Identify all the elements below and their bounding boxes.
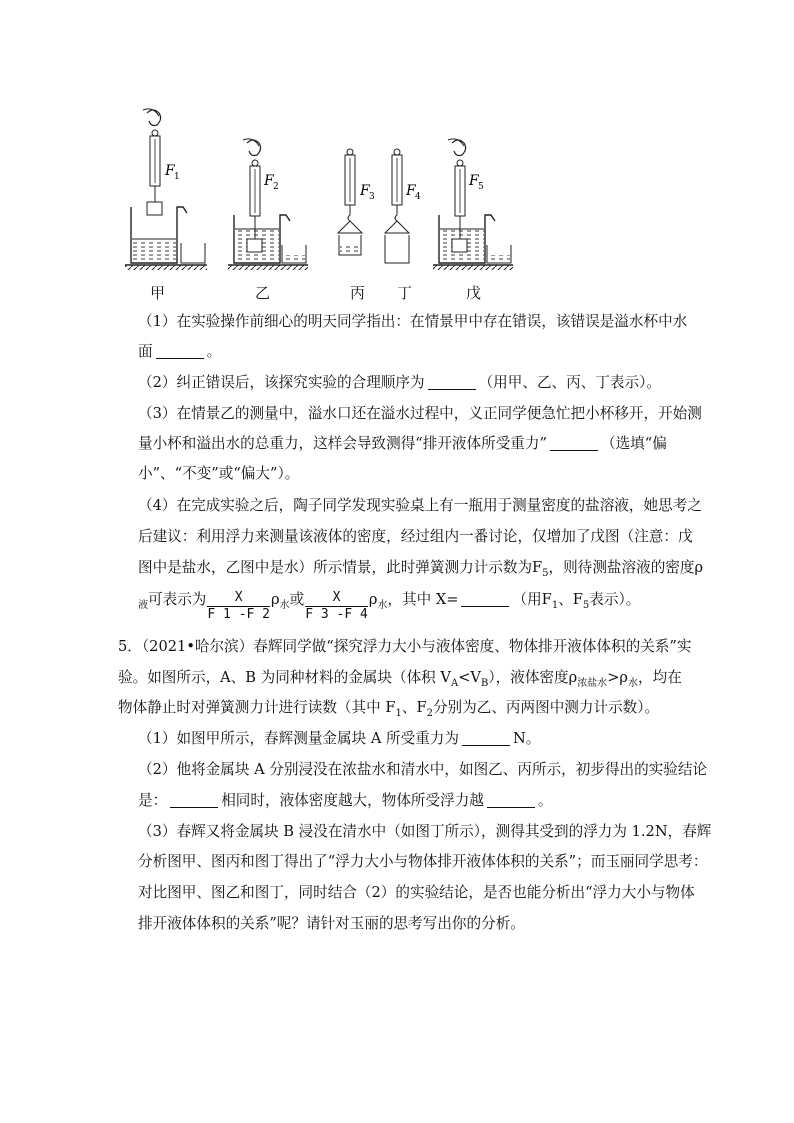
caption-wu: 戊 xyxy=(466,284,482,302)
q5-part2-line2: 是： 相同时，液体密度越大，物体所受浮力越 。 xyxy=(138,792,553,809)
q4-part4-line1: （4）在完成实验之后，陶子同学发现实验桌上有一瓶用于测量密度的盐溶液，她思考之 xyxy=(138,497,702,514)
answer-blank[interactable] xyxy=(156,344,204,359)
q5-part1: （1）如图甲所示，春辉测量金属块 A 所受重力为 N。 xyxy=(138,730,541,747)
q5-part3-line3: 对比图甲、图乙和图丁，同时结合（2）的实验结论，是否也能分析出“浮力大小与物体 xyxy=(138,884,695,901)
scene-wu xyxy=(433,139,513,270)
q4-part4-line3: 图中是盐水，乙图中是水）所示情景，此时弹簧测力计示数为$F_5$，则待测盐溶液的密度ρ xyxy=(138,559,704,579)
q5-part3-line4: 排开液体体积的关系”呢？请针对玉丽的思考写出你的分析。 xyxy=(138,915,525,932)
label-f4: F xyxy=(406,183,416,199)
label-f2: F xyxy=(264,173,274,189)
q4-part2: （2）纠正错误后，该探究实验的合理顺序为 （用甲、乙、丙、丁表示）。 xyxy=(138,374,661,391)
fraction-1: $\frac{X}{F 1 -F 2}$ xyxy=(207,590,271,622)
q4-part1-line2: 面 。 xyxy=(138,343,222,360)
scene-yi xyxy=(228,139,308,270)
label-f3-sub: 3 xyxy=(369,192,375,202)
q4-part3-line3: 小”、“不变”或“偏大”）。 xyxy=(138,465,300,482)
answer-blank[interactable] xyxy=(550,436,598,451)
q5-stem-line2: 验。如图所示，A、B 为同种材料的金属块（体积 $V_A<V_B$），液体密度$\rho_{浓盐水}>\rho_水$，均在 xyxy=(118,669,682,689)
label-f5: F xyxy=(469,173,479,189)
caption-jia: 甲 xyxy=(150,284,166,302)
caption-ding: 丁 xyxy=(397,284,413,302)
fraction-2: $\frac{X}{F 3 -F 4}$ xyxy=(305,590,368,622)
answer-blank[interactable] xyxy=(462,731,510,746)
scene-jia xyxy=(125,109,207,270)
answer-blank[interactable] xyxy=(428,375,476,390)
q4-part1-line1: （1）在实验操作前细心的明天同学指出：在情景甲中存在错误，该错误是溢水杯中水 xyxy=(138,313,688,330)
answer-blank[interactable] xyxy=(461,592,509,607)
caption-yi: 乙 xyxy=(255,284,271,302)
q5-part2-line1: （2）他将金属块 A 分别浸没在浓盐水和清水中，如图乙、丙所示，初步得出的实验结论 xyxy=(138,761,708,778)
q5-stem-line3: 物体静止时对弹簧测力计进行读数（其中 $F_1$、$F_2$分别为乙、丙两图中测力计示数）。 xyxy=(118,699,660,719)
answer-blank[interactable] xyxy=(487,793,535,808)
scene-bing xyxy=(338,149,375,255)
q5-stem-line1: 5．（2021•哈尔滨）春辉同学做“探究浮力大小与液体密度、物体排开液体体积的关系”实 xyxy=(118,638,692,655)
q4-part3-line1: （3）在情景乙的测量中，溢水口还在溢水过程中，义正同学便急忙把小杯移开，开始测 xyxy=(138,405,702,422)
label-f4-sub: 4 xyxy=(415,192,421,202)
q4-part4-line2: 后建议：利用浮力来测量该液体的密度，经过组内一番讨论，仅增加了戊图（注意：戊 xyxy=(138,528,693,545)
scene-ding xyxy=(385,149,421,263)
label-f3: F xyxy=(360,183,370,199)
label-f5-sub: 5 xyxy=(478,182,484,192)
q4-part4-line4: $_液$可表示为 $\frac{X}{F 1 -F 2}$ $\rho_水$或 $\frac{X}{F 3 -F 4}$ $\rho_水$，其中 X= （用$F_1$、$F_5$表示）。 xyxy=(138,590,641,622)
experiment-figure xyxy=(125,105,525,275)
label-f2-sub: 2 xyxy=(273,182,279,192)
label-f1-sub: 1 xyxy=(174,172,180,182)
q5-part3-line2: 分析图甲、图丙和图丁得出了“浮力大小与物体排开液体体积的关系”；而玉丽同学思考： xyxy=(138,853,708,870)
answer-blank[interactable] xyxy=(170,793,218,808)
caption-bing: 丙 xyxy=(350,284,366,302)
q4-part3-line2: 量小杯和溢出水的总重力，这样会导致测得“排开液体所受重力” （选填“偏 xyxy=(138,435,667,452)
label-f1: F xyxy=(165,163,175,179)
q5-part3-line1: （3）春辉又将金属块 B 浸没在清水中（如图丁所示），测得其受到的浮力为 1.2N，春辉 xyxy=(138,823,712,840)
